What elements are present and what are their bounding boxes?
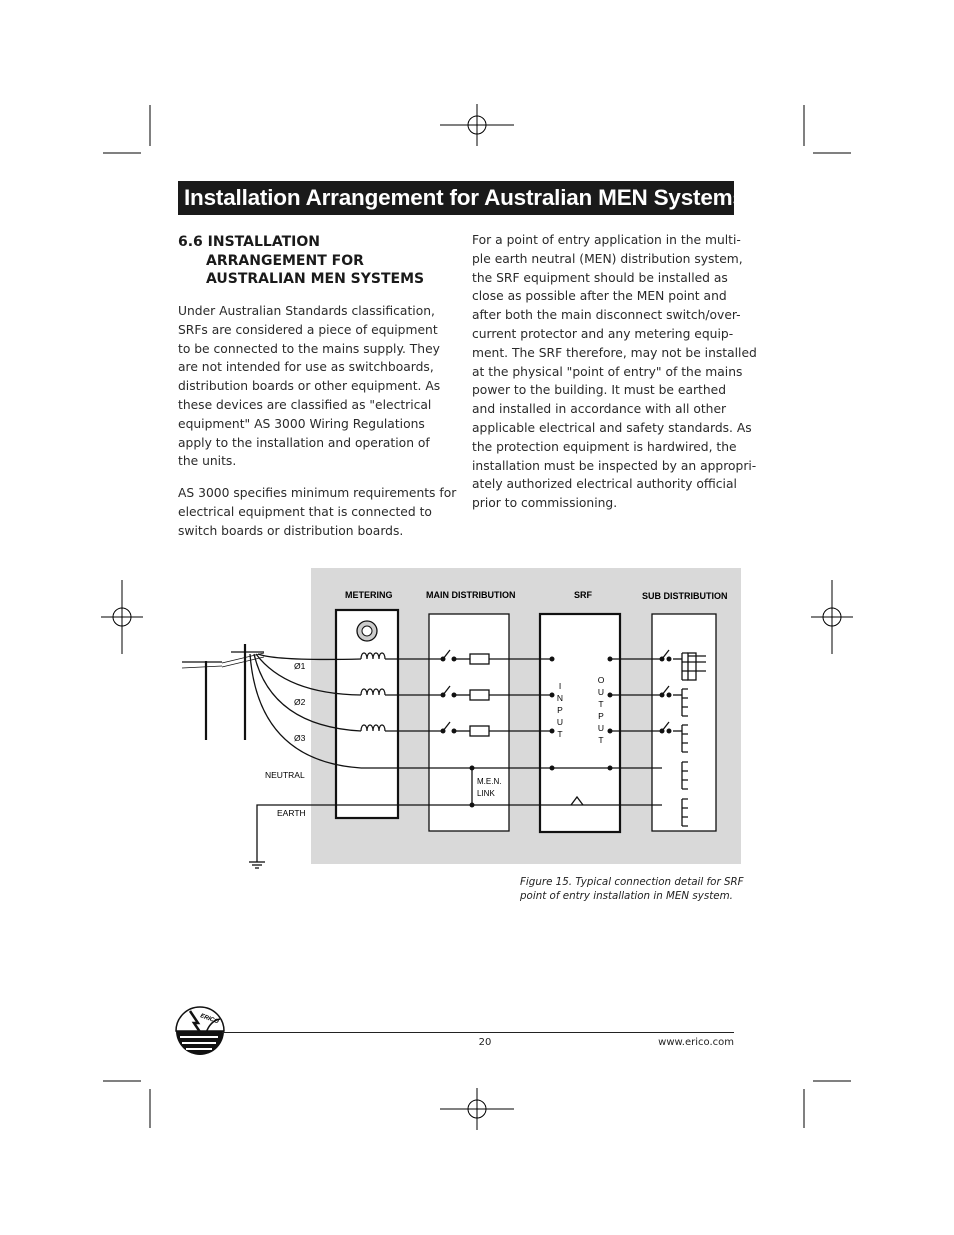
terminal-dot xyxy=(608,657,613,662)
terminal-dot xyxy=(470,766,475,771)
label-neutral: NEUTRAL xyxy=(265,770,305,780)
terminal-dot xyxy=(608,766,613,771)
left-paragraph-1 xyxy=(178,302,440,471)
label-main-distribution: MAIN DISTRIBUTION xyxy=(426,590,516,600)
text-line: are not intended for use as switchboards, xyxy=(178,360,434,375)
fuse-1 xyxy=(470,654,489,664)
text-line: ple earth neutral (MEN) distribution system, xyxy=(472,251,743,266)
terminal-dot xyxy=(452,657,457,662)
text-line: AS 3000 specifies minimum requirements for xyxy=(178,486,457,500)
aerial-conductor xyxy=(182,666,222,668)
footer-url: www.erico.com xyxy=(658,1037,734,1048)
text-line: the SRF equipment should be installed as xyxy=(472,270,728,285)
sub-busbar-link xyxy=(688,653,696,680)
left-paragraph-2 xyxy=(178,484,456,540)
text-line: current protector and any metering equip- xyxy=(472,326,734,341)
text-line: electrical equipment that is connected to xyxy=(178,504,432,519)
text-line: ment. The SRF therefore, may not be installed xyxy=(472,345,757,360)
label-sub-distribution: SUB DISTRIBUTION xyxy=(642,591,728,601)
terminal-dot xyxy=(441,729,446,734)
terminal-dot xyxy=(452,693,457,698)
srf-box xyxy=(540,614,620,832)
text-line: and installed in accordance with all other xyxy=(472,402,727,417)
terminal-dot xyxy=(441,693,446,698)
label-men-link-2: LINK xyxy=(477,789,495,798)
text-line: applicable electrical and safety standards. As xyxy=(472,420,752,435)
main-distribution-box xyxy=(429,614,509,831)
text-line: after both the main disconnect switch/over- xyxy=(472,308,741,323)
terminal-dot xyxy=(550,693,555,698)
fuse-2 xyxy=(470,690,489,700)
page-number: 20 xyxy=(478,1037,492,1048)
terminal-dot xyxy=(441,657,446,662)
input-letter: N xyxy=(556,693,564,703)
fuse-3 xyxy=(470,726,489,736)
output-letter: P xyxy=(598,711,604,721)
input-letter: U xyxy=(556,717,564,727)
text-line: the units. xyxy=(178,454,237,469)
section-heading-line2: ARRANGEMENT FOR xyxy=(206,252,364,269)
caption-line: Figure 15. Typical connection detail for SRF xyxy=(520,876,744,888)
label-men-link-1: M.E.N. xyxy=(477,777,502,786)
section-heading-line1: 6.6 INSTALLATION xyxy=(178,234,320,250)
terminal-dot xyxy=(660,657,665,662)
figure-caption xyxy=(520,875,750,903)
text-line: installation must be inspected by an appropri- xyxy=(472,458,757,473)
text-line: at the physical "point of entry" of the mains xyxy=(472,364,743,379)
section-heading xyxy=(178,233,448,289)
wiring-diagram xyxy=(176,566,746,876)
caption-line: point of entry installation in MEN system. xyxy=(520,890,733,902)
erico-logo xyxy=(172,1003,228,1061)
input-letter: T xyxy=(557,729,563,739)
label-earth: EARTH xyxy=(277,808,306,818)
terminal-dot xyxy=(470,803,475,808)
text-line: switch boards or distribution boards. xyxy=(178,523,404,538)
terminal-dot xyxy=(550,729,555,734)
right-paragraph xyxy=(472,231,757,513)
text-line: distribution boards or other equipment. As xyxy=(178,379,441,394)
output-letter: T xyxy=(598,699,604,709)
logo-text: ERICO xyxy=(199,1013,220,1026)
label-metering: METERING xyxy=(345,590,393,600)
text-line: to be connected to the mains supply. They xyxy=(178,341,440,356)
output-letter: T xyxy=(598,735,604,745)
terminal-dot xyxy=(660,693,665,698)
footer-rule xyxy=(222,1032,734,1033)
output-letter: O xyxy=(597,675,605,685)
terminal-dot xyxy=(667,657,672,662)
output-letter: U xyxy=(597,723,605,733)
terminal-dot xyxy=(608,729,613,734)
page-title: Installation Arrangement for Australian MEN Systems xyxy=(178,181,734,215)
terminal-dot xyxy=(667,693,672,698)
text-line: power to the building. It must be earthed xyxy=(472,383,727,398)
label-srf: SRF xyxy=(574,590,592,600)
meter-dial-icon xyxy=(362,626,372,636)
text-line: apply to the installation and operation of xyxy=(178,435,430,450)
aerial-conductor xyxy=(222,653,264,663)
output-letter: U xyxy=(597,687,605,697)
text-line: For a point of entry application in the multi- xyxy=(472,233,741,247)
text-line: these devices are classified as "electrical xyxy=(178,397,432,412)
terminal-dot xyxy=(550,766,555,771)
terminal-dot xyxy=(452,729,457,734)
label-phase-2: Ø2 xyxy=(294,697,306,707)
text-line: Under Australian Standards classification, xyxy=(178,304,435,318)
section-heading-line3: AUSTRALIAN MEN SYSTEMS xyxy=(206,271,425,287)
text-line: prior to commissioning. xyxy=(472,496,618,511)
text-line: ately authorized electrical authority official xyxy=(472,477,737,492)
text-line: close as possible after the MEN point and xyxy=(472,289,727,304)
input-letter: I xyxy=(558,681,562,691)
input-letter: P xyxy=(557,705,563,715)
text-line: equipment" AS 3000 Wiring Regulations xyxy=(178,416,425,431)
terminal-dot xyxy=(667,729,672,734)
text-line: the protection equipment is hardwired, the xyxy=(472,439,737,454)
text-line: SRFs are considered a piece of equipment xyxy=(178,322,438,337)
label-phase-1: Ø1 xyxy=(294,661,306,671)
terminal-dot xyxy=(550,657,555,662)
terminal-dot xyxy=(660,729,665,734)
label-phase-3: Ø3 xyxy=(294,733,306,743)
terminal-dot xyxy=(608,693,613,698)
